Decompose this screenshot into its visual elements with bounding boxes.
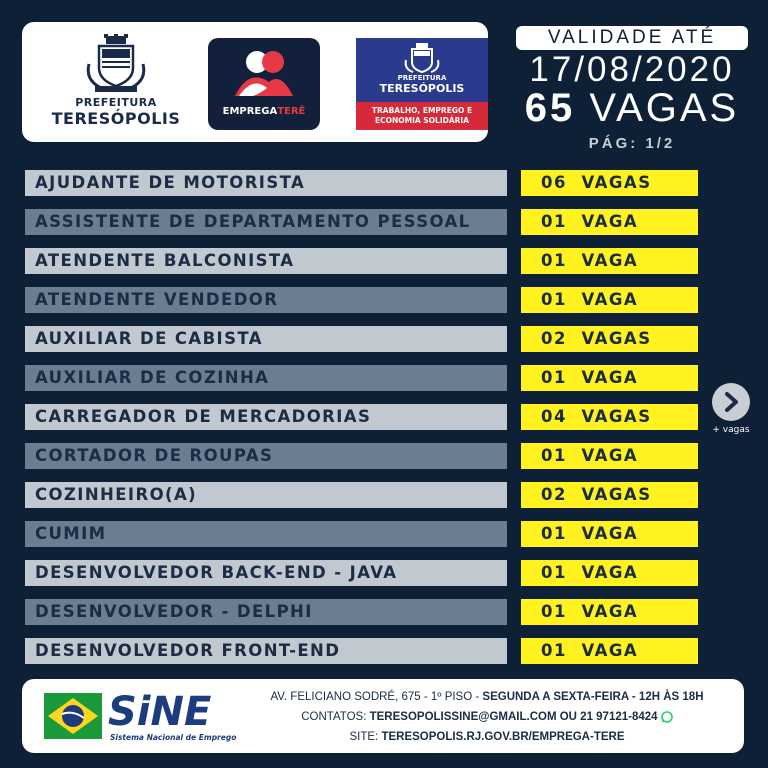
emprega-word: EMPREGA [222, 106, 278, 117]
job-row [25, 365, 705, 391]
job-row [25, 521, 705, 547]
emprega-tere-logo [208, 38, 320, 130]
footer-card [22, 679, 744, 753]
job-count [521, 326, 698, 352]
job-count [521, 521, 698, 547]
job-row [25, 404, 705, 430]
hours-text: SEGUNDA A SEXTA-FEIRA - 12H ÀS 18H [482, 691, 704, 703]
job-title: ATENDENTE BALCONISTA [25, 248, 507, 274]
job-title: CARREGADOR DE MERCADORIAS [25, 404, 507, 430]
coat-of-arms-small-icon [402, 42, 442, 74]
address-text: AV. FELICIANO SODRÉ, 675 - 1º PISO - [270, 691, 483, 703]
emprega-people-icon [229, 46, 299, 102]
job-title: ASSISTENTE DE DEPARTAMENTO PESSOAL [25, 209, 507, 235]
sine-logo [42, 689, 242, 747]
job-count [521, 638, 698, 664]
job-row [25, 443, 705, 469]
job-title: CUMIM [25, 521, 507, 547]
job-count-number: 01 [541, 446, 567, 465]
job-count [521, 482, 698, 508]
validade-label: VALIDADE ATÉ [516, 26, 748, 50]
job-title: DESENVOLVEDOR - DELPHI [25, 599, 507, 625]
job-count [521, 248, 698, 274]
prefeitura-label: PREFEITURA [75, 96, 157, 109]
total-vagas-word: VAGAS [589, 86, 740, 130]
job-count-unit: VAGA [581, 563, 639, 582]
job-count-number: 01 [541, 251, 567, 270]
trab-teresopolis-label: TERESÓPOLIS [379, 82, 465, 95]
job-count [521, 443, 698, 469]
job-count-unit: VAGAS [581, 173, 652, 192]
validity-date: 17/08/2020 [529, 50, 735, 89]
job-row [25, 560, 705, 586]
job-count [521, 404, 698, 430]
total-vagas-number: 65 [524, 86, 576, 130]
job-count-unit: VAGA [581, 251, 639, 270]
contacts-label: CONTATOS: [301, 711, 370, 723]
job-count-number: 01 [541, 563, 567, 582]
sine-wordmark: SiNE [108, 689, 212, 735]
job-row [25, 638, 705, 664]
job-row [25, 599, 705, 625]
job-row [25, 287, 705, 313]
job-count [521, 209, 698, 235]
job-title: AJUDANTE DE MOTORISTA [25, 170, 507, 196]
job-count-number: 01 [541, 212, 567, 231]
contacts-line [252, 707, 722, 727]
job-count-unit: VAGAS [581, 329, 652, 348]
teresopolis-label: TERESÓPOLIS [51, 109, 181, 128]
job-count-unit: VAGA [581, 368, 639, 387]
job-count-number: 02 [541, 329, 567, 348]
more-vagas-label: + vagas [712, 425, 750, 435]
site-label: SITE: [349, 731, 382, 743]
job-count-unit: VAGA [581, 641, 639, 660]
job-count [521, 560, 698, 586]
header-logos-card [22, 22, 488, 142]
job-title: CORTADOR DE ROUPAS [25, 443, 507, 469]
site-link[interactable]: TERESOPOLIS.RJ.GOV.BR/EMPREGA-TERE [381, 731, 625, 743]
sine-subtitle: Sistema Nacional de Emprego [110, 733, 237, 742]
job-title: ATENDENTE VENDEDOR [25, 287, 507, 313]
job-title: AUXILIAR DE CABISTA [25, 326, 507, 352]
job-count-unit: VAGAS [581, 485, 652, 504]
trab-department-label: TRABALHO, EMPREGO E ECONOMIA SOLIDÁRIA [356, 102, 488, 130]
emprega-tere-text [208, 106, 320, 117]
job-row [25, 326, 705, 352]
job-count [521, 599, 698, 625]
address-line [252, 687, 722, 707]
trab-prefeitura-label: PREFEITURA [397, 74, 447, 82]
job-count-unit: VAGA [581, 524, 639, 543]
job-row [25, 170, 705, 196]
job-row [25, 482, 705, 508]
job-count-number: 01 [541, 524, 567, 543]
job-count-number: 01 [541, 641, 567, 660]
job-count-number: 01 [541, 368, 567, 387]
job-row [25, 209, 705, 235]
contacts-value[interactable]: TERESOPOLISSINE@GMAIL.COM OU 21 97121-8424 [369, 711, 658, 723]
job-count [521, 365, 698, 391]
page-indicator: PÁG: 1/2 [588, 135, 676, 152]
job-count-number: 04 [541, 407, 567, 426]
total-vagas [510, 86, 754, 131]
brazil-flag-icon [42, 689, 104, 745]
chevron-right-icon [723, 392, 741, 412]
job-title: DESENVOLVEDOR BACK-END - JAVA [25, 560, 507, 586]
job-count-number: 01 [541, 290, 567, 309]
next-page-button[interactable] [712, 383, 750, 421]
site-line [252, 727, 722, 747]
tere-word: TERÊ [277, 106, 306, 117]
job-count [521, 170, 698, 196]
job-count-number: 02 [541, 485, 567, 504]
whatsapp-icon [661, 711, 673, 723]
job-count-unit: VAGA [581, 446, 639, 465]
job-title: COZINHEIRO(A) [25, 482, 507, 508]
job-row [25, 248, 705, 274]
job-count-unit: VAGAS [581, 407, 652, 426]
coat-of-arms-icon [81, 34, 151, 94]
trabalho-emprego-logo [356, 38, 488, 130]
job-count [521, 287, 698, 313]
job-count-number: 06 [541, 173, 567, 192]
job-title: DESENVOLVEDOR FRONT-END [25, 638, 507, 664]
job-count-number: 01 [541, 602, 567, 621]
job-count-unit: VAGA [581, 290, 639, 309]
job-count-unit: VAGA [581, 602, 639, 621]
footer-info [252, 687, 722, 747]
prefeitura-logo [36, 34, 196, 134]
job-title: AUXILIAR DE COZINHA [25, 365, 507, 391]
job-count-unit: VAGA [581, 212, 639, 231]
